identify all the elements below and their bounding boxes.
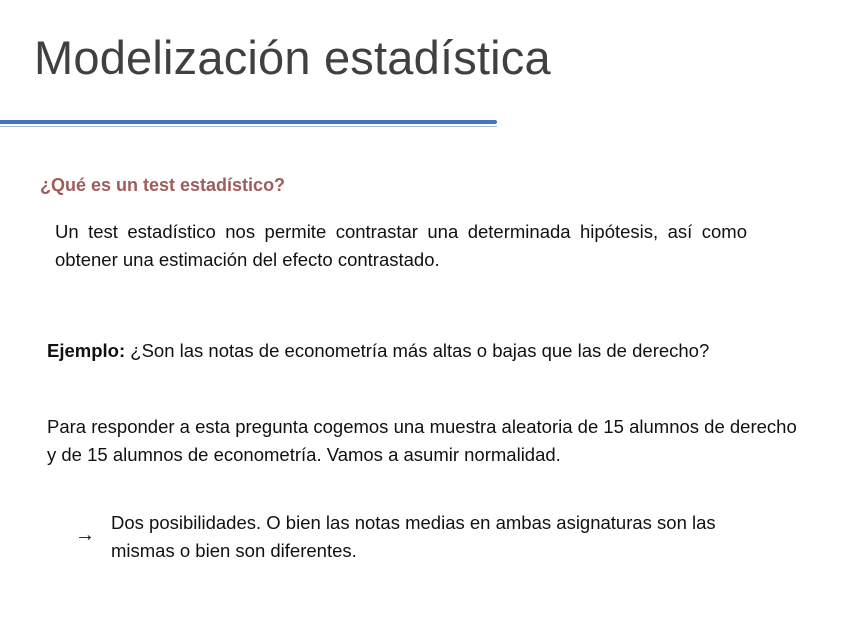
arrow-icon: → bbox=[75, 524, 95, 546]
definition-text: Un test estadístico nos permite contrastar una determinada hipótesis, así como obtener una estimación del efecto contrastado. bbox=[55, 221, 747, 270]
example-question: ¿Son las notas de econometría más altas o bajas que las de derecho? bbox=[125, 340, 710, 361]
title-underline bbox=[0, 120, 497, 124]
example-line bbox=[47, 340, 709, 362]
conclusion-bullet: Dos posibilidades. O bien las notas medias en ambas asignaturas son las mismas o bien son diferentes. bbox=[111, 512, 716, 561]
method-paragraph: Para responder a esta pregunta cogemos una muestra aleatoria de 15 alumnos de derecho y de 15 alumnos de econometría. Vamos a asumir normalidad. bbox=[47, 416, 797, 465]
section-heading: ¿Qué es un test estadístico? bbox=[40, 175, 286, 195]
example-label: Ejemplo: bbox=[47, 340, 126, 361]
slide-title: Modelización estadística bbox=[34, 31, 551, 84]
title-underline-shadow bbox=[0, 126, 497, 127]
